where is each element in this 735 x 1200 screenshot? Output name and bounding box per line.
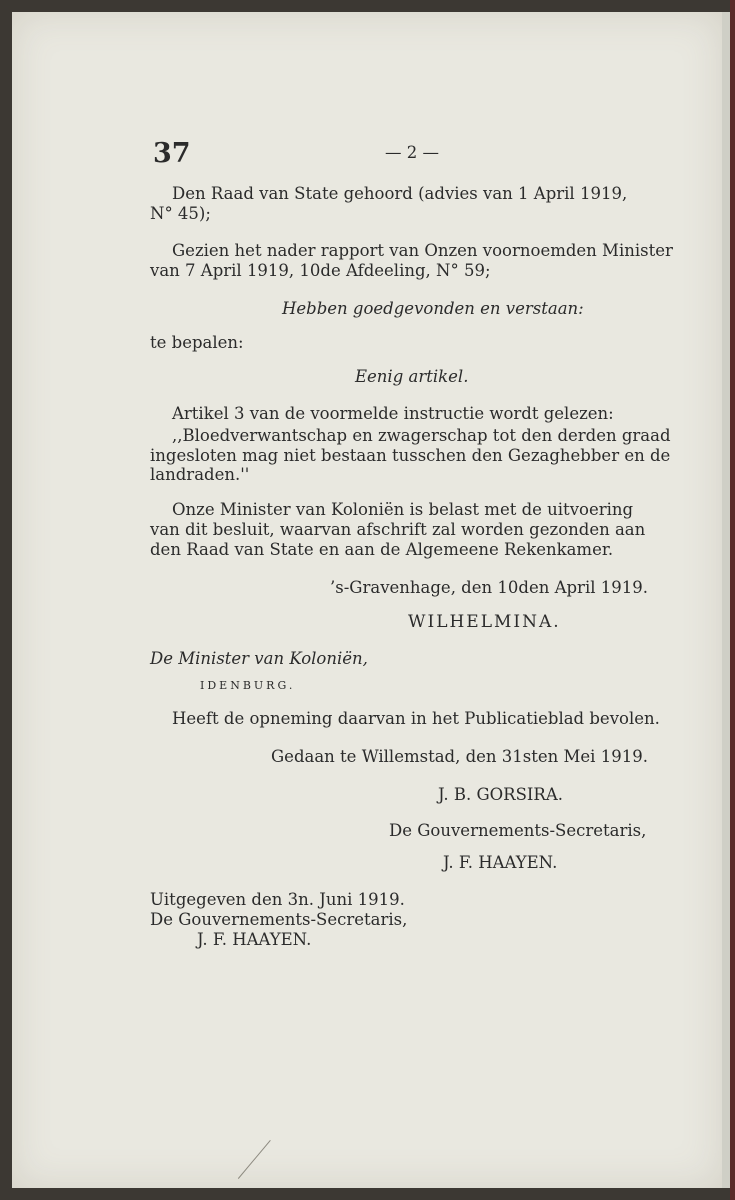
- enactment-formula: Hebben goedgevonden en verstaan:: [282, 299, 584, 318]
- issued-line-3: J. F. HAAYEN.: [197, 930, 312, 949]
- minister-title: De Minister van Koloniën,: [150, 649, 368, 668]
- paragraph-raad-line-1: Den Raad van State gehoord (advies van 1 April 1919,: [172, 184, 628, 203]
- signing-place-date: ’s-Gravenhage, den 10den April 1919.: [330, 578, 648, 597]
- article-heading: Eenig artikel.: [355, 367, 469, 386]
- issued-line-2: De Gouvernements-Secretaris,: [150, 910, 408, 929]
- binding-edge: [730, 0, 735, 1200]
- article-text-line-2: ,,Bloedverwantschap en zwagerschap tot den derden graad: [172, 426, 671, 445]
- te-bepalen: te bepalen:: [150, 333, 244, 352]
- article-text-line-1: Artikel 3 van de voormelde instructie wordt gelezen:: [172, 404, 614, 423]
- publication-order: Heeft de opneming daarvan in het Publicatieblad bevolen.: [172, 709, 660, 728]
- secretary-title: De Gouvernements-Secretaris,: [389, 821, 647, 840]
- minister-name: IDENBURG.: [200, 679, 296, 692]
- execution-line-2: van dit besluit, waarvan afschrift zal worden gezonden aan: [150, 520, 646, 539]
- execution-line-3: den Raad van State en aan de Algemeene Rekenkamer.: [150, 540, 614, 559]
- article-text-line-3: ingesloten mag niet bestaan tusschen den Gezaghebber en de: [150, 446, 671, 465]
- ordinance-number: 37: [153, 138, 191, 169]
- adjacent-page-edge: [722, 12, 730, 1188]
- paragraph-raad-line-2: N° 45);: [150, 204, 211, 223]
- governor-signature: J. B. GORSIRA.: [438, 785, 563, 804]
- monarch-signature: WILHELMINA.: [408, 612, 561, 632]
- page-number: — 2 —: [385, 143, 439, 162]
- paragraph-gezien-line-1: Gezien het nader rapport van Onzen voornoemden Minister: [172, 241, 673, 260]
- secretary-signature: J. F. HAAYEN.: [443, 853, 558, 872]
- paragraph-gezien-line-2: van 7 April 1919, 10de Afdeeling, N° 59;: [150, 261, 491, 280]
- done-at-willemstad: Gedaan te Willemstad, den 31sten Mei 1919.: [271, 747, 648, 766]
- issued-line-1: Uitgegeven den 3n. Juni 1919.: [150, 890, 405, 909]
- article-text-line-4: landraden.'': [150, 465, 250, 484]
- execution-line-1: Onze Minister van Koloniën is belast met de uitvoering: [172, 500, 634, 519]
